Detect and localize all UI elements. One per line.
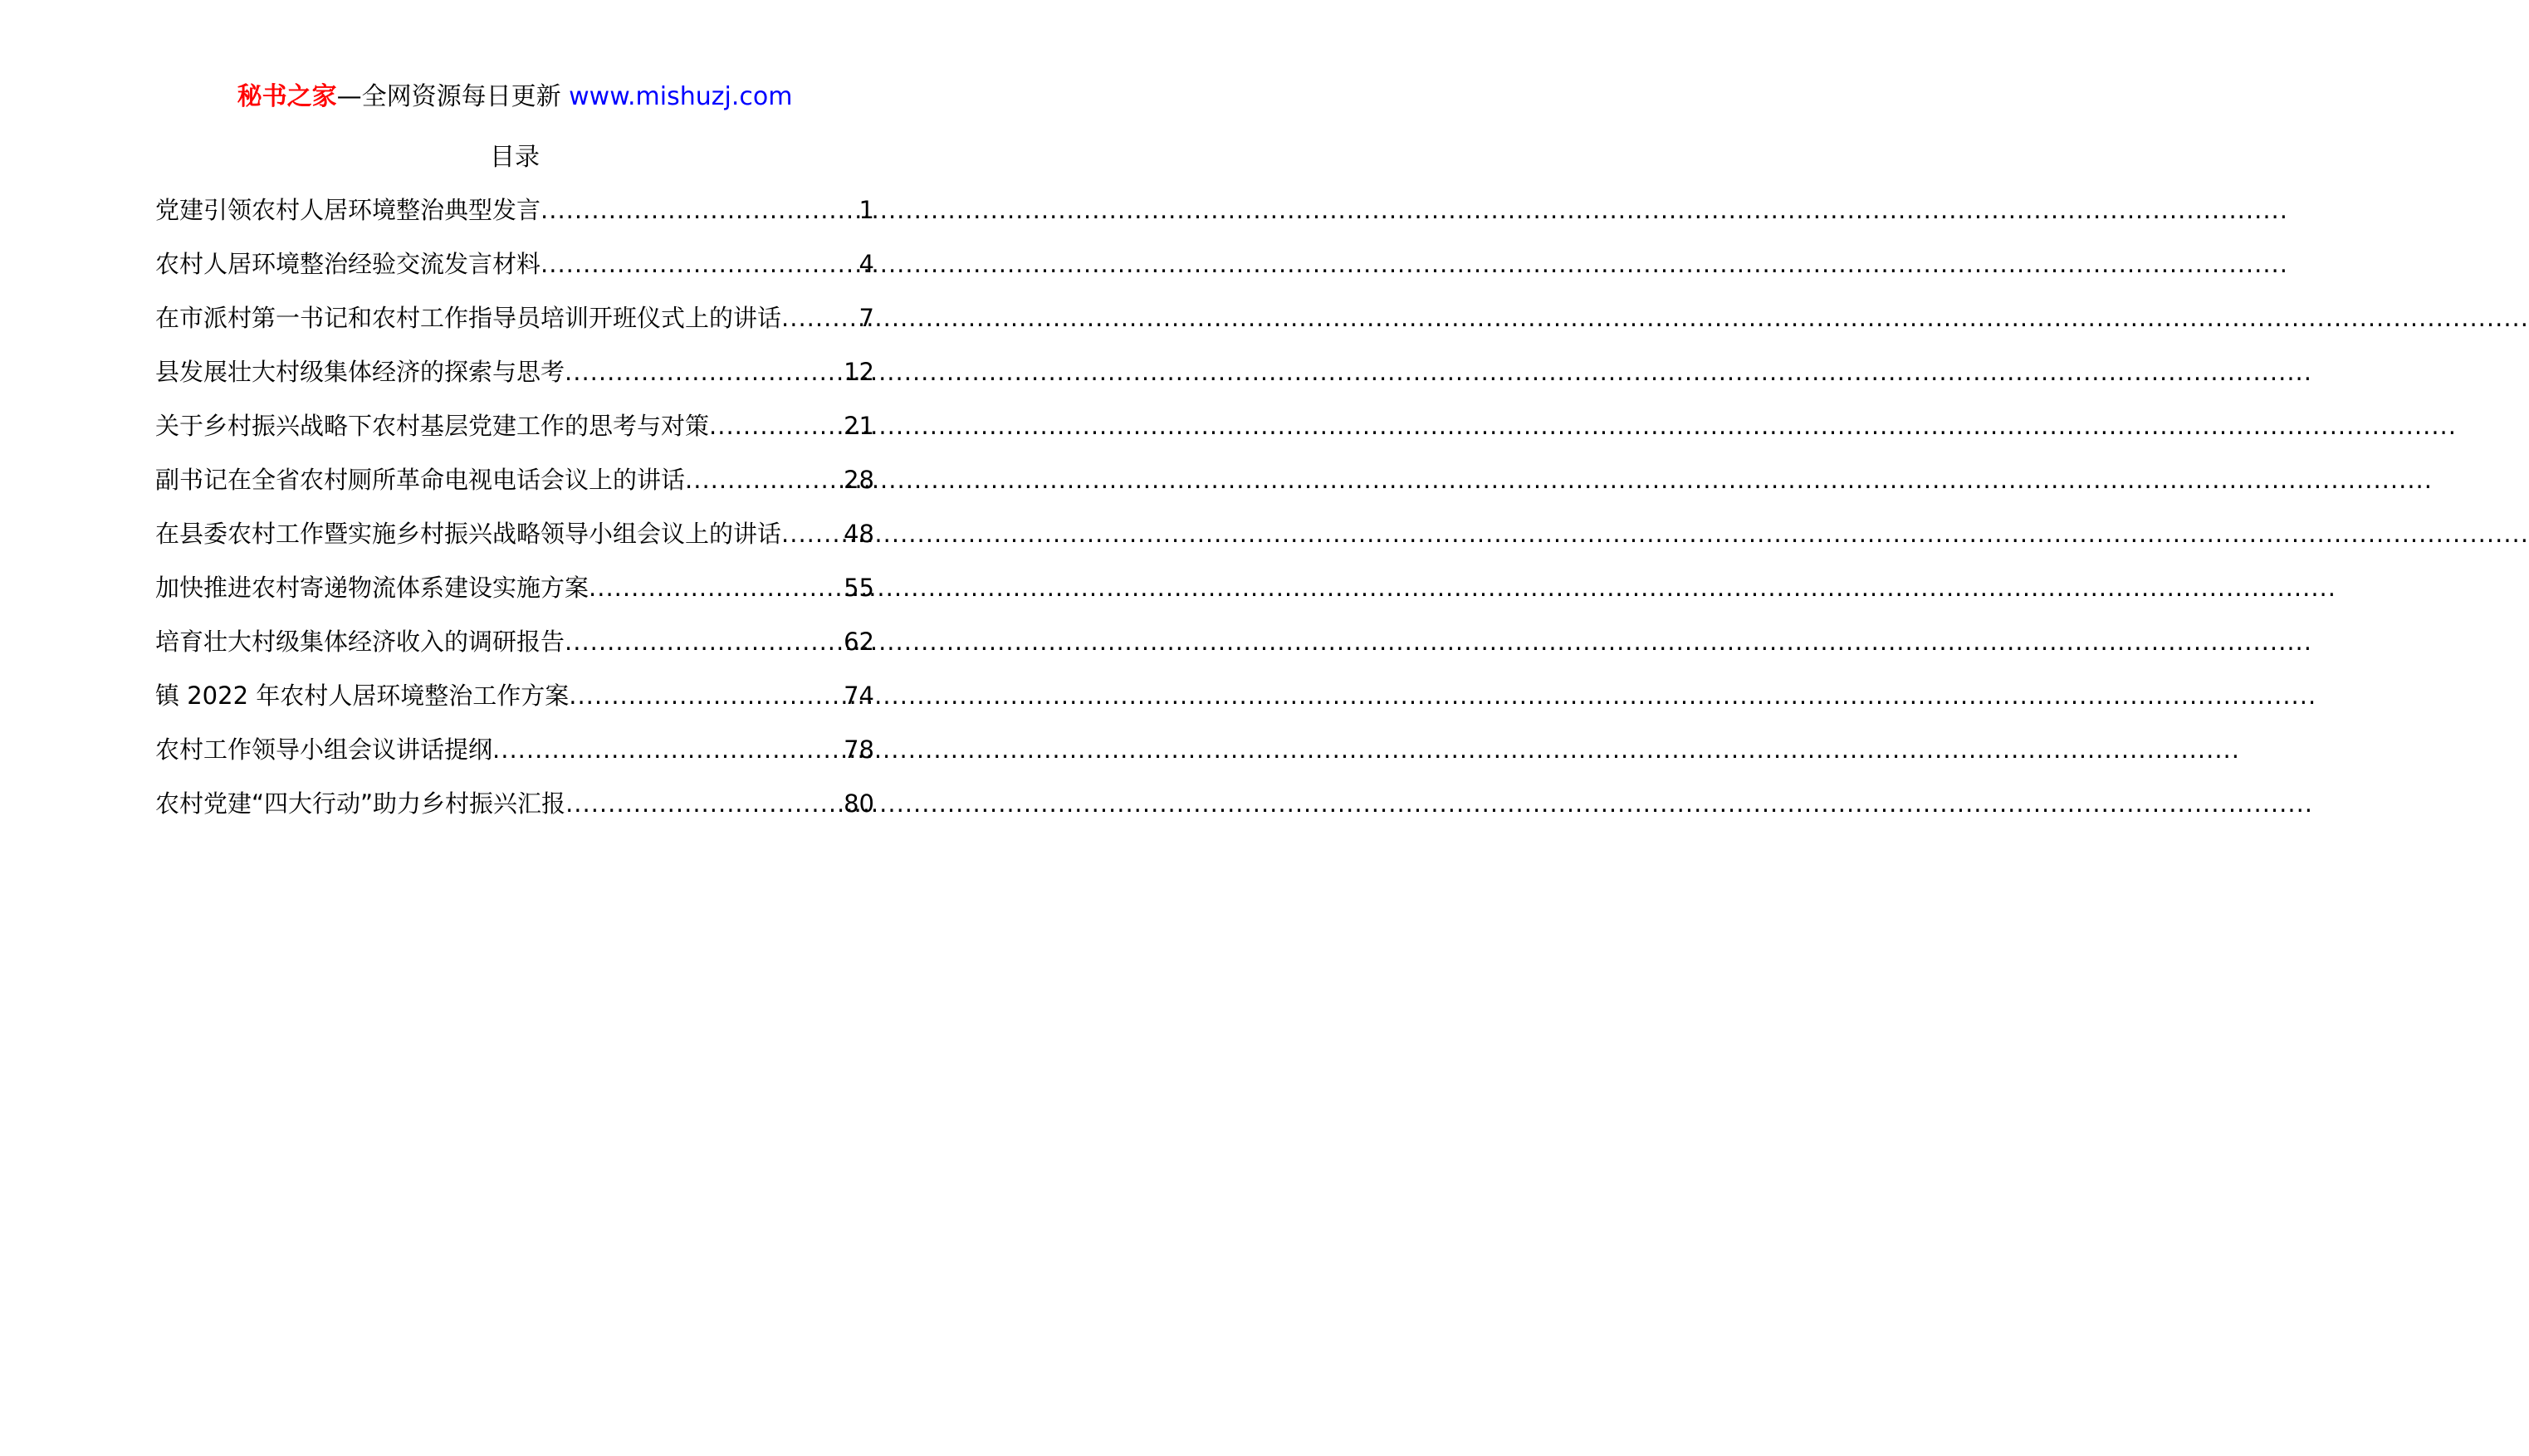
toc-entry[interactable]	[155, 571, 874, 625]
toc-entry-title: 加快推进农村寄递物流体系建设实施方案	[155, 574, 589, 602]
toc-entry-page: 80	[844, 789, 874, 818]
dot-leader	[565, 625, 844, 658]
toc-entry[interactable]	[155, 733, 874, 787]
toc-entry-title: 党建引领农村人居环境整治典型发言	[155, 196, 541, 224]
toc-entry-title: 在市派村第一书记和农村工作指导员培训开班仪式上的讲话	[155, 304, 782, 332]
dot-leader	[781, 301, 859, 335]
toc-entry-page: 55	[844, 574, 874, 602]
toc-title: 目录	[490, 143, 540, 172]
toc-entry[interactable]	[155, 463, 874, 517]
toc-entry-page: 1	[858, 196, 874, 224]
toc-entry-title: 农村工作领导小组会议讲话提纲	[155, 735, 493, 764]
toc-entry-page: 4	[858, 250, 874, 278]
toc-entry-title: 镇 2022 年农村人居环境整治工作方案	[155, 682, 570, 710]
toc-entry-title: 农村党建“四大行动”助力乡村振兴汇报	[155, 789, 566, 818]
toc-entry-page: 78	[844, 735, 874, 764]
toc-entry-page: 62	[844, 628, 874, 656]
toc-entry[interactable]	[155, 301, 874, 355]
dot-leader	[569, 679, 844, 712]
dot-leader	[709, 409, 844, 442]
toc-entry[interactable]	[155, 355, 874, 409]
dot-leader	[685, 463, 844, 496]
toc-entry-title: 在县委农村工作暨实施乡村振兴战略领导小组会议上的讲话	[155, 520, 782, 548]
header-tagline: —全网资源每日更新	[336, 82, 561, 111]
site-url-link[interactable]: www.mishuzj.com	[569, 82, 793, 111]
brand-name: 秘书之家	[237, 82, 337, 111]
toc-entry[interactable]	[155, 409, 874, 463]
toc-entry-page: 12	[844, 358, 874, 386]
dot-leader	[541, 247, 859, 281]
toc-entry-page: 74	[844, 682, 874, 710]
toc-entry[interactable]	[155, 193, 874, 247]
toc-entry-page: 48	[844, 520, 874, 548]
toc-entry-title: 副书记在全省农村厕所革命电视电话会议上的讲话	[155, 466, 686, 494]
toc-entry[interactable]	[155, 625, 874, 679]
dot-leader	[565, 787, 844, 820]
site-header	[0, 81, 1030, 114]
toc-entry-title: 农村人居环境整治经验交流发言材料	[155, 250, 541, 278]
toc-entry[interactable]	[155, 679, 874, 733]
toc-entry-title: 县发展壮大村级集体经济的探索与思考	[155, 358, 565, 386]
dot-leader	[589, 571, 844, 604]
dot-leader	[541, 193, 859, 227]
toc-entry-page: 21	[844, 412, 874, 440]
toc-entry[interactable]	[155, 247, 874, 301]
toc-entry-title: 培育壮大村级集体经济收入的调研报告	[155, 628, 565, 656]
toc-entry[interactable]	[155, 517, 874, 571]
table-of-contents	[155, 193, 874, 841]
toc-entry-title: 关于乡村振兴战略下农村基层党建工作的思考与对策	[155, 412, 710, 440]
toc-entry-page: 7	[858, 304, 874, 332]
dot-leader	[565, 355, 844, 388]
dot-leader	[781, 517, 844, 550]
toc-entry[interactable]	[155, 787, 874, 841]
toc-entry-page: 28	[844, 466, 874, 494]
dot-leader	[492, 733, 844, 766]
